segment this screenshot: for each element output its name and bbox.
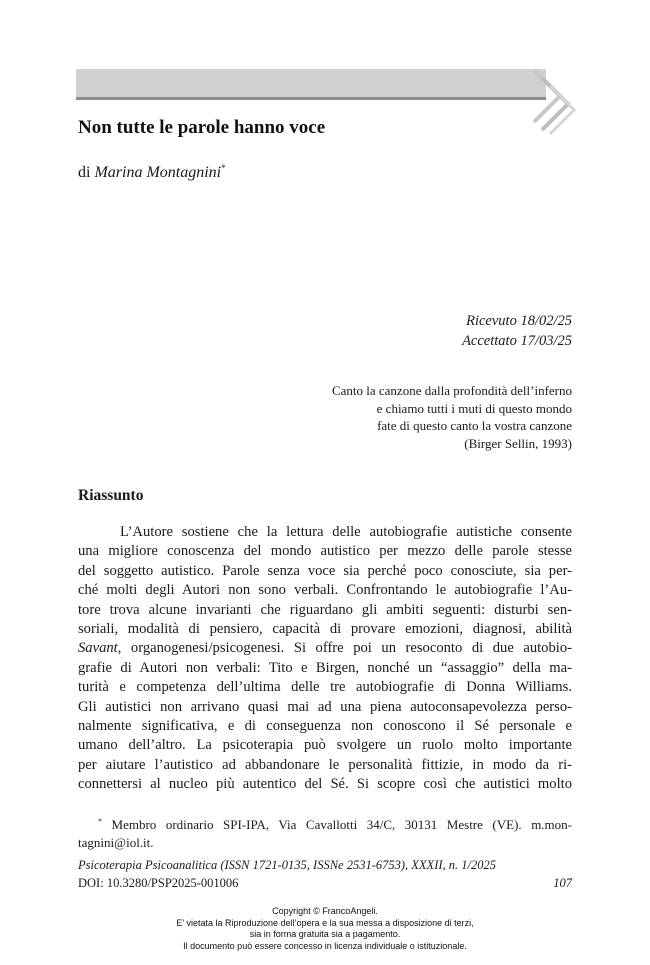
abstract-line: nalmente significativa, e di conseguenza non conoscono il Sé personale e <box>78 718 572 735</box>
doi: DOI: 10.3280/PSP2025-001006 <box>78 876 239 890</box>
accepted-date: Accettato 17/03/25 <box>462 333 572 349</box>
epigraph <box>332 382 572 452</box>
abstract-line: del soggetto autistico. Parole senza voce sia perché poco conosciute, sia per- <box>78 562 572 579</box>
received-date: Ricevuto 18/02/25 <box>466 313 572 329</box>
chevron-decoration-icon <box>528 64 576 148</box>
epigraph-line: fate di questo canto la vostra canzone <box>377 418 572 433</box>
abstract-italic-term: Savant <box>78 640 118 657</box>
epigraph-line: Canto la canzone dalla profondità dell’inferno <box>331 383 572 398</box>
abstract-line: una migliore conoscenza del mondo autistico per mezzo delle parole stesse <box>78 543 572 560</box>
abstract-line: grafie di Autori non verbali: Tito e Birgen, nonché un “assaggio” della ma- <box>78 659 572 676</box>
footnote-text-1: Membro ordinario SPI-IPA, Via Cavallotti 34/C, 30131 Mestre (VE). m.mon- <box>111 817 572 832</box>
abstract-text-run: , organogenesi/psicogenesi. Si offre poi un resoconto di due autobio- <box>117 640 572 657</box>
copyright-line: Il documento può essere concesso in licenza individuale o istituzionale. <box>183 940 467 951</box>
byline-prefix: di <box>78 164 91 181</box>
author-footnote-mark: * <box>221 163 226 173</box>
author-footnote <box>78 813 572 852</box>
abstract-line: ché molti degli Autori non sono verbali. Confrontando le autobiografie l’Au- <box>78 582 572 599</box>
copyright-line: Copyright © FrancoAngeli. <box>272 906 378 916</box>
abstract-body <box>78 523 572 795</box>
abstract-line: L’Autore sostiene che la lettura delle autobiografie autistiche consente <box>120 524 572 540</box>
abstract-line: umano dell’altro. La psicoterapia può svolgere un ruolo molto importante <box>78 737 572 754</box>
copyright-notice <box>0 906 650 952</box>
copyright-line: sia in forma gratuita sia a pagamento. <box>249 929 401 939</box>
journal-citation: Psicoterapia Psicoanalitica (ISSN 1721-0135, ISSNe 2531-6753), XXXII, n. 1/2025 <box>78 858 496 872</box>
submission-dates <box>462 311 572 351</box>
abstract-line: per aiutare l’autistico ad abbandonare le personalità fittizie, in modo da ri- <box>78 756 572 773</box>
abstract-heading: Riassunto <box>78 487 144 504</box>
copyright-line: E’ vietata la Riproduzione dell’opera e la sua messa a disposizione di terzi, <box>176 917 474 928</box>
abstract-line <box>78 639 572 658</box>
footnote-line <box>78 813 572 834</box>
article-title: Non tutte le parole hanno voce <box>78 117 326 138</box>
abstract-line: tore trova alcune invarianti che riguardano gli ambiti seguenti: disturbi sen- <box>78 601 572 618</box>
footnote-text-2: tagnini@iol.it. <box>78 835 154 850</box>
page-number: 107 <box>553 876 572 890</box>
footnote-mark: * <box>98 817 102 826</box>
abstract-line: connettersi al nucleo più autentico del Sé. Si scopre così che autistici molto <box>78 776 572 793</box>
byline <box>78 163 226 182</box>
abstract-line: Gli autistici non arrivano quasi mai ad una piena autoconsapevolezza perso- <box>78 698 572 715</box>
epigraph-citation: (Birger Sellin, 1993) <box>464 435 572 451</box>
header-bar <box>76 69 546 100</box>
abstract-line: turità e competenza dell’ultima delle tre autobiografie di Donna Williams. <box>78 679 572 696</box>
epigraph-line: e chiamo tutti i muti di questo mondo <box>376 400 572 416</box>
author-name: Marina Montagnini <box>94 164 222 181</box>
abstract-line: soriali, modalità di pensiero, capacità di provare emozioni, diagnosi, abilità <box>78 621 572 638</box>
